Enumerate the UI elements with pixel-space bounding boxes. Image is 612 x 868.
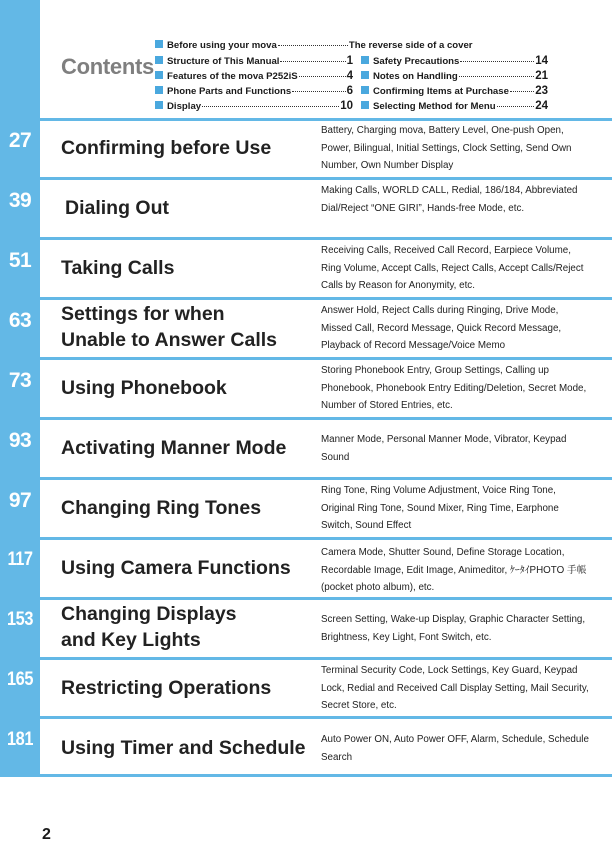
- bullet-square-icon: [361, 86, 369, 94]
- section-title-line2[interactable]: Unable to Answer Calls: [61, 329, 277, 351]
- toc-item[interactable]: Confirming Items at Purchase 23: [361, 85, 548, 99]
- divider: [0, 537, 612, 540]
- section-title-line2[interactable]: and Key Lights: [61, 629, 201, 651]
- divider: [0, 237, 612, 240]
- toc-item[interactable]: Structure of This Manual 1: [155, 55, 353, 69]
- section-title[interactable]: Using Phonebook: [61, 377, 227, 399]
- page-number: 2: [42, 826, 51, 843]
- toc-item[interactable]: Safety Precautions 14: [361, 55, 548, 69]
- bullet-square-icon: [155, 56, 163, 64]
- section-page-number[interactable]: 97: [8, 489, 32, 512]
- divider: [0, 118, 612, 121]
- bullet-square-icon: [155, 40, 163, 48]
- section-page-number[interactable]: 165: [7, 669, 33, 690]
- section-page-number[interactable]: 181: [7, 729, 33, 750]
- section-title[interactable]: Dialing Out: [65, 197, 169, 219]
- section-page-number[interactable]: 153: [7, 609, 33, 630]
- section-title[interactable]: Changing Ring Tones: [61, 497, 262, 519]
- section-description: Manner Mode, Personal Manner Mode, Vibrator, Keypad Sound: [321, 434, 567, 463]
- section-description: Making Calls, WORLD CALL, Redial, 186/184, Abbreviated Dial/Reject “ONE GIRI”, Hands-free Mode, etc.: [321, 185, 578, 214]
- bullet-square-icon: [155, 101, 163, 109]
- section-page-number[interactable]: 63: [8, 309, 32, 332]
- bullet-square-icon: [155, 71, 163, 79]
- divider: [0, 477, 612, 480]
- section-page-number[interactable]: 51: [8, 249, 32, 272]
- toc-item[interactable]: Notes on Handling 21: [361, 70, 548, 84]
- section-description: Answer Hold, Reject Calls during Ringing, Drive Mode, Missed Call, Record Message, Quick Record Message, Playback of Record Message/Voice Memo: [321, 305, 562, 351]
- section-title[interactable]: Confirming before Use: [61, 137, 272, 159]
- bullet-square-icon: [361, 101, 369, 109]
- bullet-square-icon: [361, 56, 369, 64]
- divider: [0, 716, 612, 719]
- divider: [0, 597, 612, 600]
- divider: [0, 774, 612, 777]
- divider: [0, 357, 612, 360]
- toc-item[interactable]: Phone Parts and Functions 6: [155, 85, 353, 99]
- section-title[interactable]: Restricting Operations: [61, 677, 272, 699]
- toc-item[interactable]: Display 10: [155, 100, 353, 114]
- section-page-number[interactable]: 73: [8, 369, 32, 392]
- section-description: Terminal Security Code, Lock Settings, Key Guard, Keypad Lock, Redial and Received Call Display Setting, Mail Security, Secret Store, etc.: [321, 665, 589, 711]
- toc-item[interactable]: Features of the mova P252iS 4: [155, 70, 353, 84]
- section-description: Battery, Charging mova, Battery Level, One-push Open, Power, Bilingual, Initial Settings, Clock Setting, Send Own Number, Own Number Display: [321, 125, 572, 171]
- divider: [0, 657, 612, 660]
- toc-item[interactable]: Selecting Method for Menu 24: [361, 100, 548, 114]
- section-title[interactable]: Changing Displays: [61, 603, 237, 625]
- section-page-number[interactable]: 93: [8, 429, 32, 452]
- section-description: Receiving Calls, Received Call Record, Earpiece Volume, Ring Volume, Accept Calls, Reject Calls, Accept Calls/Reject Calls by Reason for Anonymity, etc.: [321, 245, 584, 291]
- section-description: Screen Setting, Wake-up Display, Graphic Character Setting, Brightness, Key Light, Font Switch, etc.: [321, 614, 586, 643]
- section-description: Ring Tone, Ring Volume Adjustment, Voice Ring Tone, Original Ring Tone, Sound Mixer, Ring Time, Earphone Switch, Sound Effect: [321, 485, 559, 531]
- bullet-square-icon: [361, 71, 369, 79]
- section-page-number[interactable]: 27: [8, 129, 32, 152]
- toc-item[interactable]: Before using your mova The reverse side of a cover: [155, 40, 455, 54]
- section-title[interactable]: Taking Calls: [61, 257, 175, 279]
- divider: [0, 297, 612, 300]
- section-description: Storing Phonebook Entry, Group Settings, Calling up Phonebook, Phonebook Entry Editing/Deletion, Secret Mode, Number of Stored Entries, etc.: [321, 365, 587, 411]
- divider: [0, 177, 612, 180]
- section-description: Camera Mode, Shutter Sound, Define Storage Location, Recordable Image, Edit Image, Animeditor, ｹｰﾀｲPHOTO 手帳 (pocket photo album), etc.: [321, 547, 587, 593]
- section-title[interactable]: Activating Manner Mode: [61, 437, 287, 459]
- contents-title: Contents: [61, 54, 154, 79]
- section-title[interactable]: Using Camera Functions: [61, 557, 291, 579]
- divider: [0, 417, 612, 420]
- section-title[interactable]: Using Timer and Schedule: [61, 737, 306, 759]
- section-title[interactable]: Settings for when: [61, 303, 225, 325]
- section-description: Auto Power ON, Auto Power OFF, Alarm, Schedule, Schedule Search: [321, 734, 589, 763]
- section-page-number[interactable]: 117: [7, 549, 33, 570]
- section-page-number[interactable]: 39: [8, 189, 32, 212]
- bullet-square-icon: [155, 86, 163, 94]
